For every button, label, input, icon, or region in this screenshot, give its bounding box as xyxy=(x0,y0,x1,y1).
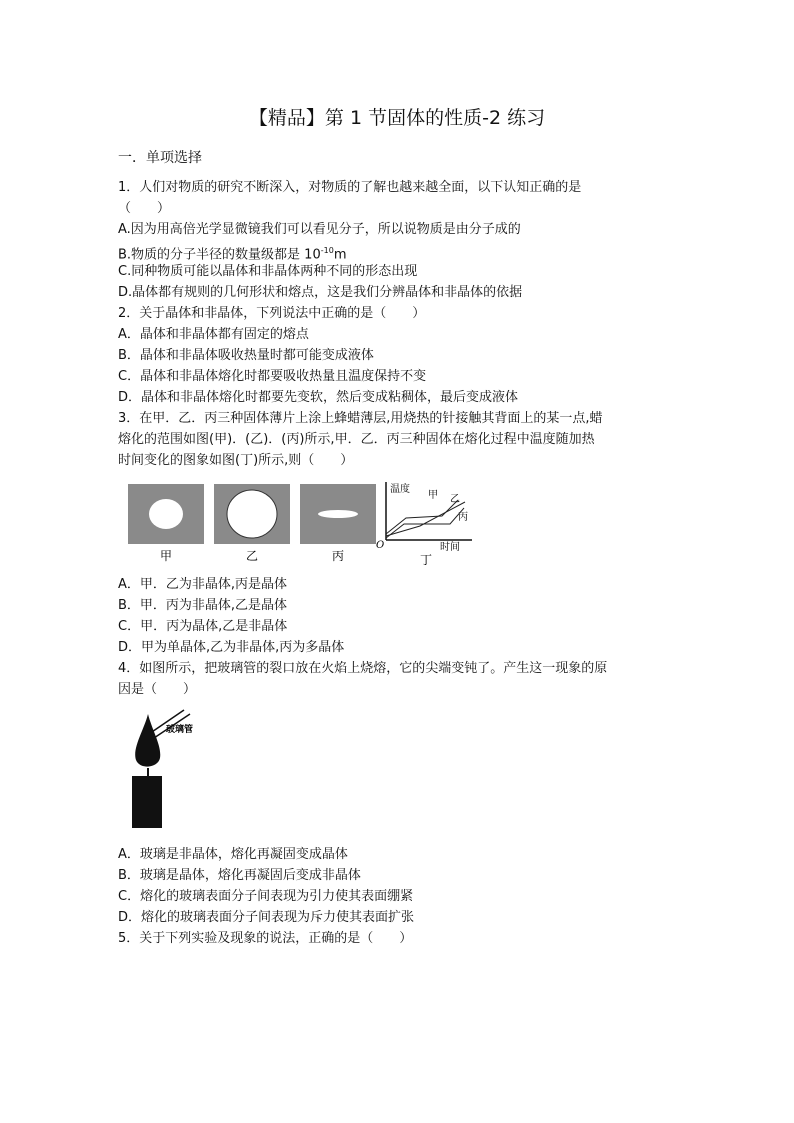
q3-figure xyxy=(120,478,480,566)
q3-option-d: D．甲为单晶体,乙为非晶体,丙为多晶体 xyxy=(118,640,345,655)
label-ding: 丁 xyxy=(420,553,433,566)
label-yi: 乙 xyxy=(245,549,259,563)
section-heading: 一．单项选择 xyxy=(118,150,202,166)
glass-tube-label: 玻璃管 xyxy=(166,725,194,735)
q1-option-a: A.因为用高倍光学显微镜我们可以看见分子，所以说物质是由分子成的 xyxy=(118,222,521,237)
q4-option-c: C．熔化的玻璃表面分子间表现为引力使其表面绷紧 xyxy=(118,889,414,904)
q2-option-a: A．晶体和非晶体都有固定的熔点 xyxy=(118,327,309,342)
q1-option-b-prefix: B.物质的分子半径的数量级都是 10 xyxy=(118,247,321,263)
q3-stem-line2: 熔化的范围如图(甲)．(乙)．(丙)所示,甲．乙．丙三种固体在熔化过程中温度随加热 xyxy=(118,432,595,447)
graph-x-label: 时间 xyxy=(440,542,460,553)
q3-option-a: A．甲．乙为非晶体,丙是晶体 xyxy=(118,577,288,592)
curve-yi xyxy=(386,502,465,536)
q2-option-c: C．晶体和非晶体熔化时都要吸收热量且温度保持不变 xyxy=(118,369,427,384)
label-jia: 甲 xyxy=(159,549,173,563)
q2-option-b: B．晶体和非晶体吸收热量时都可能变成液体 xyxy=(118,348,374,363)
q1-option-b-unit: m xyxy=(333,247,347,263)
candle-body xyxy=(132,776,162,828)
q4-stem-line1: 4．如图所示，把玻璃管的裂口放在火焰上烧熔，它的尖端变钝了。产生这一现象的原 xyxy=(118,661,608,676)
q1-stem-line2: （ ） xyxy=(118,201,171,216)
melt-area-jia xyxy=(149,499,183,529)
melt-area-bing xyxy=(318,510,358,518)
q2-option-d: D．晶体和非晶体熔化时都要先变软，然后变成粘稠体，最后变成液体 xyxy=(118,390,519,405)
curve-label-bing: 丙 xyxy=(458,512,468,523)
q4-option-d: D．熔化的玻璃表面分子间表现为斥力使其表面扩张 xyxy=(118,910,415,925)
q1-option-d: D.晶体都有规则的几何形状和熔点，这是我们分辨晶体和非晶体的依据 xyxy=(118,285,523,300)
curve-label-jia: 甲 xyxy=(428,490,438,501)
document-title: 【精品】第 1 节固体的性质-2 练习 xyxy=(248,107,546,129)
q4-option-b: B．玻璃是晶体，熔化再凝固后变成非晶体 xyxy=(118,868,361,883)
q4-option-a: A．玻璃是非晶体，熔化再凝固变成晶体 xyxy=(118,847,348,862)
q5-stem: 5．关于下列实验及现象的说法，正确的是（ ） xyxy=(118,931,413,946)
curve-jia xyxy=(386,500,458,534)
graph-y-label: 温度 xyxy=(390,484,410,495)
q3-option-b: B．甲．丙为非晶体,乙是晶体 xyxy=(118,598,288,613)
q3-stem-line3: 时间变化的图象如图(丁)所示,则（ ） xyxy=(118,453,354,468)
q1-option-b-exponent: -10 xyxy=(320,246,334,255)
melt-area-yi xyxy=(227,490,277,538)
q4-figure xyxy=(118,708,210,832)
q3-stem-line1: 3．在甲．乙．丙三种固体薄片上涂上蜂蜡薄层,用烧热的针接触其背面上的某一点,蜡 xyxy=(118,411,603,426)
graph-origin: O xyxy=(376,540,385,551)
q4-stem-line2: 因是（ ） xyxy=(118,682,197,697)
q2-stem: 2．关于晶体和非晶体，下列说法中正确的是（ ） xyxy=(118,306,426,321)
q1-stem-line1: 1．人们对物质的研究不断深入，对物质的了解也越来越全面，以下认知正确的是 xyxy=(118,180,582,195)
label-bing: 丙 xyxy=(331,549,345,563)
flame-icon xyxy=(135,714,160,767)
q3-option-c: C．甲．丙为晶体,乙是非晶体 xyxy=(118,619,288,634)
curve-label-yi: 乙 xyxy=(450,494,460,505)
q1-option-c: C.同种物质可能以晶体和非晶体两种不同的形态出现 xyxy=(118,264,418,279)
